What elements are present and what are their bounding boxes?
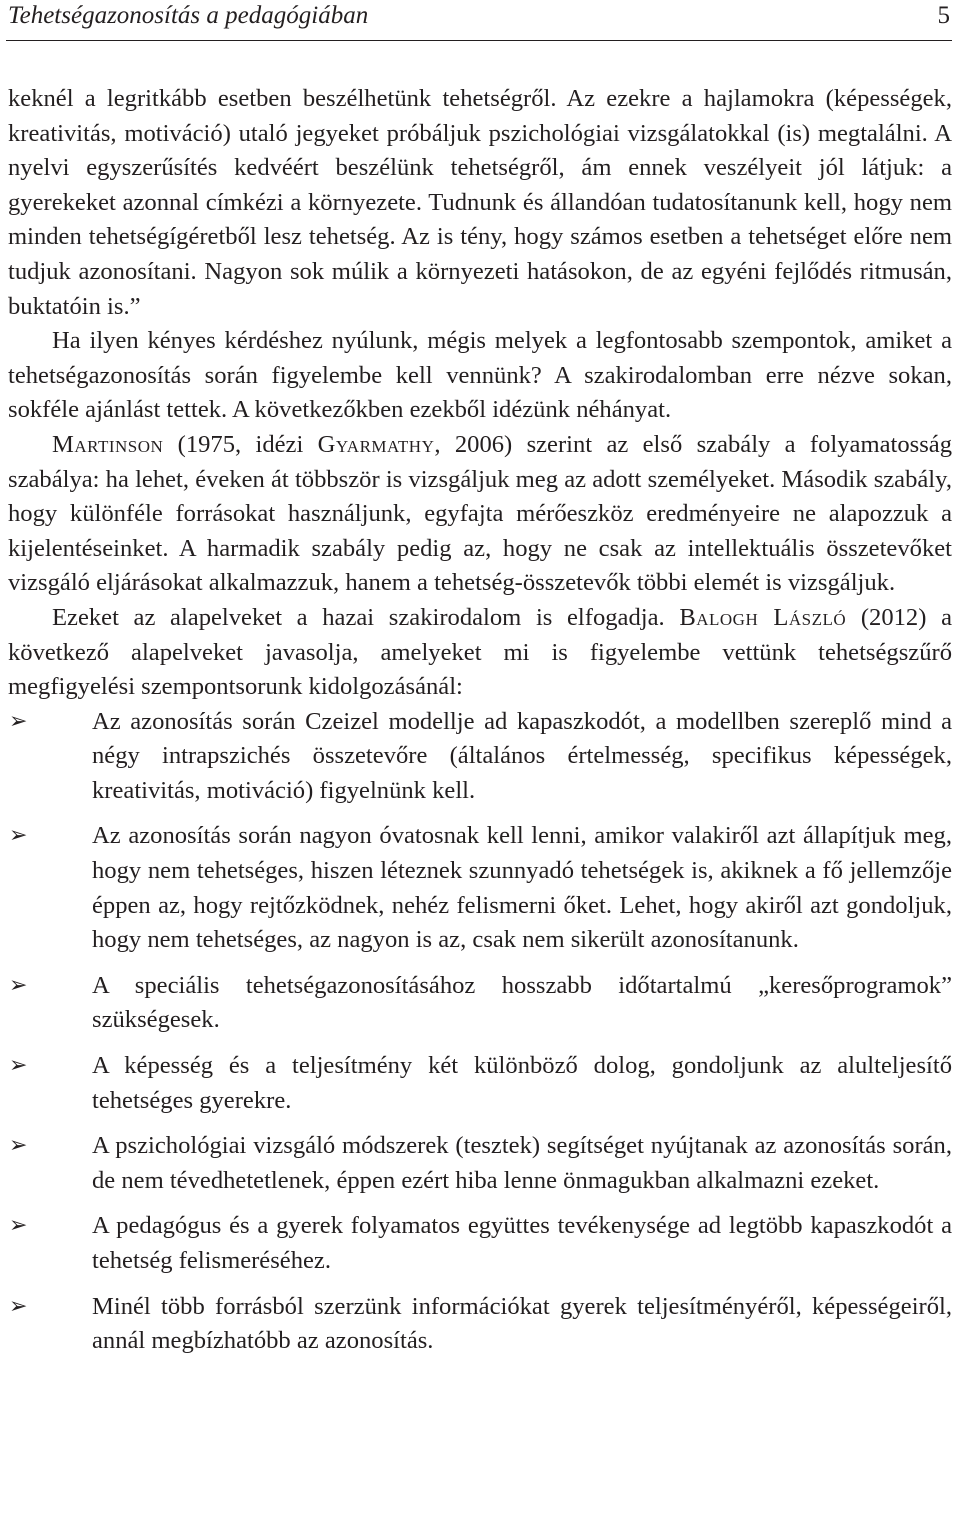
list-item [8, 1209, 952, 1278]
running-header [6, 0, 952, 41]
paragraph-2: Ha ilyen kényes kérdéshez nyúlunk, mégis melyek a legfontosabb szempontok, amiket a tehetségazonosítás során figyelembe kell vennünk? A szakirodalomban erre nézve sokan, sokféle ajánlást tettek. A következőkben ezekből idézünk néhányat. [8, 327, 952, 424]
paragraph-4 [8, 601, 952, 705]
author-name: Balogh László [679, 603, 847, 631]
paragraph-text: , 2006) szerint az első szabály a folyamatosság szabálya: ha lehet, éveken át többször is vizsgáljuk meg az adott személyeket. Második szabály, hogy különféle forrásokat használjunk, egyfajta mérőeszköz eredményeire ne alapozzuk a kijelentéseinket. A harmadik szabály pedig az, hogy ne csak az intellektuális összetevőket vizsgáló eljárásokat alkalmazzuk, hanem a tehetség-összetevők többi elemét is vizsgáljuk. [8, 430, 952, 597]
paragraph-text: (1975, idézi [163, 430, 318, 458]
list-item [8, 969, 952, 1038]
list-item [8, 1129, 952, 1198]
body-text [8, 82, 952, 1359]
principles-list [8, 705, 952, 1359]
list-item [8, 1049, 952, 1118]
arrowhead-icon: ➢ [9, 1293, 28, 1319]
paragraph-text: (2012) a következő alapelveket javasolja, amelyeket mi is figyelembe vettünk tehetségszűrő megfigyelési szempontsorunk kidolgozásánál: [8, 603, 952, 701]
paragraph-text: Ezeket az alapelveket a hazai szakirodalom is elfogadja. [52, 603, 680, 631]
list-item-text: A pszichológiai vizsgáló módszerek (tesztek) segítséget nyújtanak az azonosítás során, de nem tévedhetetlenek, éppen ezért hiba lenne önmagukban alkalmazni ezeket. [92, 1132, 952, 1194]
list-item-text: Minél több forrásból szerzünk információkat gyerek teljesítményéről, képességeiről, annál megbízhatóbb az azonosítás. [92, 1292, 952, 1355]
list-item-text: A pedagógus és a gyerek folyamatos együttes tevékenysége ad legtöbb kapaszkodót a tehetség felismeréséhez. [92, 1212, 952, 1274]
author-name: Martinson [52, 430, 164, 458]
list-item-text: Az azonosítás során nagyon óvatosnak kell lenni, amikor valakiről azt állapítjuk meg, hogy nem tehetséges, hiszen léteznek szunnyadó tehetségek is, akiknek a fő jellemzője éppen az, hogy rejtőzködnek, nehéz felismerni őket. Lehet, hogy akiről azt gondoljuk, hogy nem tehetséges, az nagyon is az, csak nem sikerült azonosítanunk. [92, 822, 952, 954]
list-item-text: A képesség és a teljesítmény két különböző dolog, gondoljunk az alulteljesítő tehetséges gyerekre. [92, 1052, 952, 1114]
arrowhead-icon: ➢ [9, 708, 28, 734]
list-item [8, 819, 952, 957]
running-header-title: Tehetségazonosítás a pedagógiában [8, 2, 369, 29]
paragraph-3 [8, 428, 952, 601]
list-item [8, 705, 952, 809]
author-name: Gyarmathy [317, 430, 435, 458]
page-number: 5 [937, 2, 950, 29]
paragraph-1: keknél a legritkább esetben beszélhetünk tehetségről. Az ezekre a hajlamokra (képességek, kreativitás, motiváció) utaló jegyeket próbáljuk pszichológiai vizsgálatokkal (is) megtalálni. A nyelvi egyszerűsítés kedvéért beszélünk tehetségről, ám ennek veszélyeit jól látjuk: a gyerekeket azonnal címkézi a környezete. Tudnunk és állandóan tudatosítanunk kell, hogy nem minden tehetségígéretből lesz tehetség. Az is tény, hogy számos esetben a tehetséget előre nem tudjuk azonosítani. Nagyon sok múlik a környezeti hatásokon, de az egyéni fejlődés ritmusán, buktatóin is.” [8, 85, 952, 320]
list-item-text: Az azonosítás során Czeizel modellje ad kapaszkodót, a modellben szereplő mind a négy intrapszichés összetevőre (általános értelmesség, specifikus képességek, kreativitás, motiváció) figyelnünk kell. [92, 707, 952, 804]
arrowhead-icon: ➢ [9, 1133, 28, 1159]
arrowhead-icon: ➢ [9, 823, 28, 849]
list-item-text: A speciális tehetségazonosításához hosszabb időtartalmú „keresőprogramok” szükségesek. [92, 971, 952, 1034]
arrowhead-icon: ➢ [9, 1213, 28, 1239]
arrowhead-icon: ➢ [9, 1053, 28, 1079]
arrowhead-icon: ➢ [9, 972, 28, 998]
list-item [8, 1290, 952, 1359]
